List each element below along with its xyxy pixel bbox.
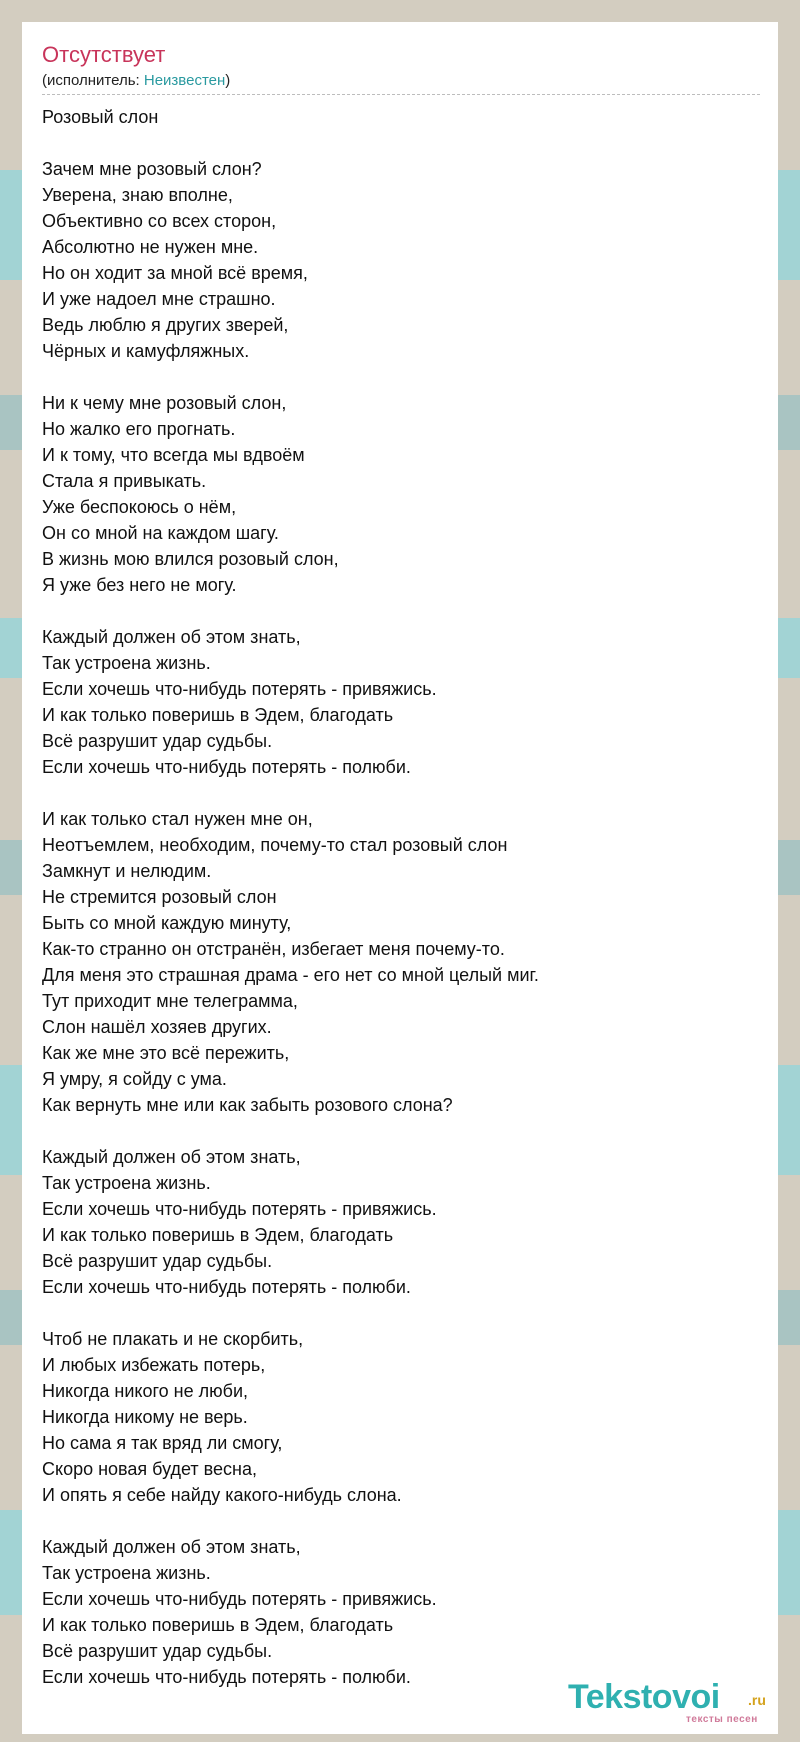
lyric-line: Слон нашёл хозяев других. bbox=[42, 1017, 272, 1037]
page-title: Отсутствует bbox=[42, 42, 166, 67]
lyrics-stanza bbox=[42, 806, 762, 1118]
logo-wordmark: Tekstovoi bbox=[568, 1678, 720, 1716]
lyric-line: Чтоб не плакать и не скорбить, bbox=[42, 1329, 304, 1349]
lyric-line: Но жалко его прогнать. bbox=[42, 419, 236, 439]
lyric-line: Быть со мной каждую минуту, bbox=[42, 913, 292, 933]
lyric-line: Если хочешь что-нибудь потерять - привяжись. bbox=[42, 1199, 437, 1219]
lyrics-stanza bbox=[42, 390, 762, 598]
lyric-line: Абсолютно не нужен мне. bbox=[42, 237, 259, 257]
lyric-line: Уже беспокоюсь о нём, bbox=[42, 497, 237, 517]
lyric-line: Если хочешь что-нибудь потерять - привяжись. bbox=[42, 1589, 437, 1609]
song-title: Розовый слон bbox=[42, 107, 159, 127]
lyric-line: Я уже без него не могу. bbox=[42, 575, 237, 595]
lyric-line: Если хочешь что-нибудь потерять - полюби. bbox=[42, 1667, 411, 1687]
lyric-line: Я умру, я сойду с ума. bbox=[42, 1069, 227, 1089]
lyric-line: Как вернуть мне или как забыть розового слона? bbox=[42, 1095, 453, 1115]
lyric-line: И как только поверишь в Эдем, благодать bbox=[42, 1615, 394, 1635]
lyric-line: Объективно со всех сторон, bbox=[42, 211, 277, 231]
lyric-line: Так устроена жизнь. bbox=[42, 653, 211, 673]
lyric-line: Неотъемлем, необходим, почему-то стал розовый слон bbox=[42, 835, 508, 855]
lyric-line: Каждый должен об этом знать, bbox=[42, 1147, 301, 1167]
lyric-line: Но сама я так вряд ли смогу, bbox=[42, 1433, 283, 1453]
logo-tld: .ru bbox=[748, 1692, 766, 1708]
lyric-line: Как же мне это всё пережить, bbox=[42, 1043, 290, 1063]
lyrics-stanza bbox=[42, 156, 762, 364]
lyric-line: В жизнь мою влился розовый слон, bbox=[42, 549, 339, 569]
lyric-line: И уже надоел мне страшно. bbox=[42, 289, 276, 309]
lyric-line: Но он ходит за мной всё время, bbox=[42, 263, 308, 283]
lyrics-stanza bbox=[42, 1534, 762, 1690]
lyric-line: Если хочешь что-нибудь потерять - полюби. bbox=[42, 757, 411, 777]
lyric-line: Если хочешь что-нибудь потерять - привяжись. bbox=[42, 679, 437, 699]
lyric-line: Он со мной на каждом шагу. bbox=[42, 523, 279, 543]
lyric-line: Если хочешь что-нибудь потерять - полюби. bbox=[42, 1277, 411, 1297]
lyrics-card bbox=[22, 22, 778, 1734]
lyric-line: Не стремится розовый слон bbox=[42, 887, 277, 907]
lyric-line: Ведь люблю я других зверей, bbox=[42, 315, 289, 335]
lyrics-stanza bbox=[42, 1144, 762, 1300]
lyric-line: И любых избежать потерь, bbox=[42, 1355, 266, 1375]
lyric-line: Никогда никому не верь. bbox=[42, 1407, 248, 1427]
lyric-line: Каждый должен об этом знать, bbox=[42, 1537, 301, 1557]
lyric-line: Так устроена жизнь. bbox=[42, 1563, 211, 1583]
site-logo[interactable] bbox=[568, 1678, 778, 1730]
lyric-line: Тут приходит мне телеграмма, bbox=[42, 991, 298, 1011]
lyric-line: Всё разрушит удар судьбы. bbox=[42, 1641, 273, 1661]
performer-prefix: (исполнитель: bbox=[42, 72, 144, 89]
lyric-line: Каждый должен об этом знать, bbox=[42, 627, 301, 647]
lyric-line: Чёрных и камуфляжных. bbox=[42, 341, 250, 361]
lyric-line: И как только поверишь в Эдем, благодать bbox=[42, 705, 394, 725]
lyric-line: Ни к чему мне розовый слон, bbox=[42, 393, 287, 413]
performer-line bbox=[42, 72, 230, 90]
performer-suffix: ) bbox=[225, 72, 231, 89]
lyric-line: Уверена, знаю вполне, bbox=[42, 185, 233, 205]
lyric-line: И как только поверишь в Эдем, благодать bbox=[42, 1225, 394, 1245]
lyric-line: Стала я привыкать. bbox=[42, 471, 207, 491]
lyric-line: Всё разрушит удар судьбы. bbox=[42, 1251, 273, 1271]
performer-link[interactable]: Неизвестен bbox=[143, 72, 226, 89]
lyric-line: Так устроена жизнь. bbox=[42, 1173, 211, 1193]
lyric-line: Скоро новая будет весна, bbox=[42, 1459, 257, 1479]
lyrics-stanza bbox=[42, 1326, 762, 1508]
lyric-line: Замкнут и нелюдим. bbox=[42, 861, 212, 881]
lyric-line: И опять я себе найду какого-нибудь слона. bbox=[42, 1485, 402, 1505]
stanza-list bbox=[42, 156, 762, 1690]
lyric-line: Как-то странно он отстранён, избегает меня почему-то. bbox=[42, 939, 505, 959]
lyric-line: Никогда никого не люби, bbox=[42, 1381, 248, 1401]
lyric-line: Для меня это страшная драма - его нет со мной целый миг. bbox=[42, 965, 539, 985]
header-divider bbox=[42, 94, 760, 95]
lyric-line: Зачем мне розовый слон? bbox=[42, 159, 262, 179]
lyric-line: И к тому, что всегда мы вдвоём bbox=[42, 445, 305, 465]
lyrics-body bbox=[42, 104, 762, 1690]
lyric-line: Всё разрушит удар судьбы. bbox=[42, 731, 273, 751]
lyrics-stanza bbox=[42, 624, 762, 780]
lyric-line: И как только стал нужен мне он, bbox=[42, 809, 313, 829]
logo-tagline: тексты песен bbox=[686, 1714, 758, 1725]
